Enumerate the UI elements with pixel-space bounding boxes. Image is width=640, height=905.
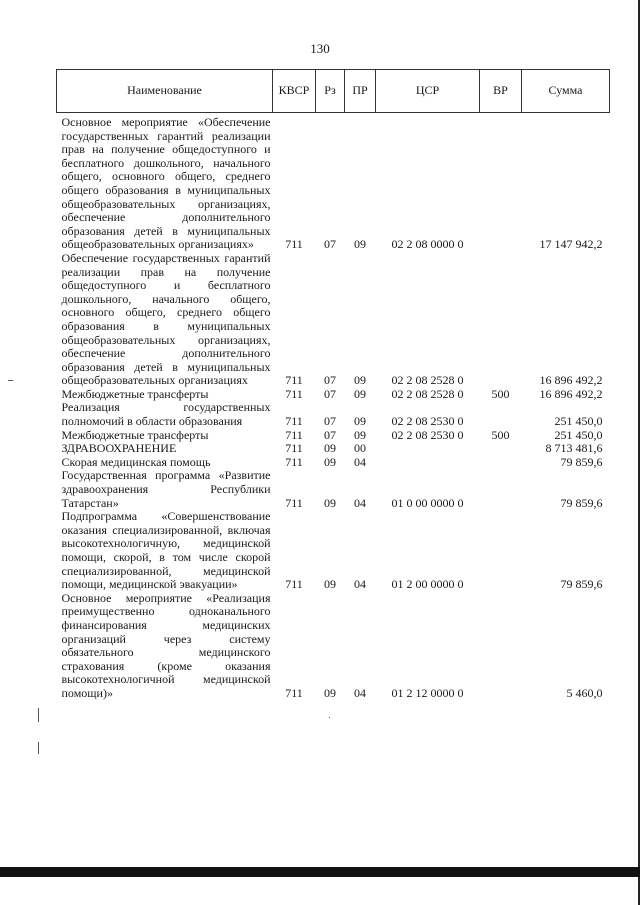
row-pr: 04 bbox=[354, 577, 366, 592]
table-row bbox=[57, 388, 610, 402]
row-pr: 09 bbox=[354, 414, 366, 429]
scan-speck bbox=[8, 380, 13, 381]
row-rz: 07 bbox=[324, 386, 336, 401]
row-rz: 07 bbox=[324, 414, 336, 429]
row-vr bbox=[480, 442, 522, 456]
table-row bbox=[57, 469, 610, 510]
row-sum: 79 859,6 bbox=[560, 495, 603, 510]
scan-speck bbox=[38, 742, 39, 754]
row-vr bbox=[480, 456, 522, 470]
table-row bbox=[57, 429, 610, 443]
row-sum: 16 896 492,2 bbox=[539, 386, 603, 401]
row-kvsr: 711 bbox=[285, 685, 303, 700]
header-sum: Сумма bbox=[522, 70, 610, 113]
row-vr bbox=[480, 592, 522, 701]
table-row bbox=[57, 456, 610, 470]
row-pr: 09 bbox=[354, 427, 366, 442]
row-pr: 09 bbox=[354, 237, 366, 252]
row-kvsr: 711 bbox=[285, 373, 303, 388]
row-sum: 5 460,0 bbox=[566, 685, 603, 700]
row-vr bbox=[480, 401, 522, 428]
scan-speck bbox=[38, 708, 39, 722]
table-row bbox=[57, 442, 610, 456]
row-vr: 500 bbox=[491, 427, 510, 442]
row-pr: 04 bbox=[354, 685, 366, 700]
row-kvsr: 711 bbox=[285, 386, 303, 401]
table-row bbox=[57, 510, 610, 592]
row-sum: 79 859,6 bbox=[560, 454, 603, 469]
page-number: 130 bbox=[310, 41, 330, 56]
row-rz: 09 bbox=[324, 441, 336, 456]
scan-bottom-bar bbox=[0, 867, 640, 877]
table-row bbox=[57, 592, 610, 701]
header-pr: ПР bbox=[345, 70, 376, 113]
row-csr bbox=[376, 456, 480, 470]
row-name: Скорая медицинская помощь bbox=[61, 454, 211, 469]
row-kvsr: 711 bbox=[285, 414, 303, 429]
row-csr: 02 2 08 2528 0 bbox=[391, 373, 464, 388]
row-vr: 500 bbox=[491, 386, 510, 401]
row-vr bbox=[480, 510, 522, 592]
row-rz: 07 bbox=[324, 237, 336, 252]
row-pr: 09 bbox=[354, 386, 366, 401]
row-pr: 04 bbox=[354, 495, 366, 510]
budget-table bbox=[56, 69, 610, 701]
row-name: ЗДРАВООХРАНЕНИЕ bbox=[61, 441, 177, 456]
row-csr: 02 2 08 0000 0 bbox=[391, 237, 464, 252]
row-kvsr: 711 bbox=[285, 577, 303, 592]
row-kvsr: 711 bbox=[285, 427, 303, 442]
row-rz: 07 bbox=[324, 373, 336, 388]
row-vr bbox=[480, 469, 522, 510]
row-kvsr: 711 bbox=[285, 495, 303, 510]
header-kvsr: КВСР bbox=[273, 70, 316, 113]
scan-speck bbox=[329, 717, 330, 718]
header-csr: ЦСР bbox=[376, 70, 480, 113]
row-csr: 01 2 00 0000 0 bbox=[391, 577, 464, 592]
row-name: Подпрограмма «Совершенствование оказания специализированной, включая высокотехнологичную, медицинской помощи, скорой, в том числе скорой специализированной, медицинской помощи, медицинской эвакуации» bbox=[61, 509, 271, 592]
row-rz: 09 bbox=[324, 454, 336, 469]
row-name: Межбюджетные трансферты bbox=[61, 386, 209, 401]
header-rz: Рз bbox=[316, 70, 345, 113]
row-vr bbox=[480, 113, 522, 252]
row-sum: 8 713 481,6 bbox=[545, 441, 603, 456]
row-pr: 09 bbox=[354, 373, 366, 388]
row-rz: 09 bbox=[324, 495, 336, 510]
row-name: Государственная программа «Развитие здравоохранения Республики Татарстан» bbox=[61, 468, 271, 510]
row-sum: 17 147 942,2 bbox=[539, 237, 603, 252]
row-csr: 02 2 08 2530 0 bbox=[391, 414, 464, 429]
row-sum: 16 896 492,2 bbox=[539, 373, 603, 388]
row-pr: 04 bbox=[354, 454, 366, 469]
row-kvsr: 711 bbox=[285, 441, 303, 456]
row-sum: 251 450,0 bbox=[554, 427, 603, 442]
row-vr bbox=[480, 252, 522, 388]
row-kvsr: 711 bbox=[285, 454, 303, 469]
row-name: Основное мероприятие «Реализация преимущественно одноканального финансирования медицинских организаций через систему обязательного медицинского страхования (кроме оказания высокотехнологичной медицинской помощи)» bbox=[61, 590, 271, 700]
row-name: Реализация государственных полномочий в области образования bbox=[61, 400, 271, 429]
row-pr: 00 bbox=[354, 441, 366, 456]
row-rz: 09 bbox=[324, 685, 336, 700]
row-csr bbox=[376, 442, 480, 456]
table-header-row bbox=[57, 70, 610, 113]
row-csr: 01 0 00 0000 0 bbox=[391, 495, 464, 510]
table-row bbox=[57, 113, 610, 252]
row-sum: 251 450,0 bbox=[554, 414, 603, 429]
row-rz: 07 bbox=[324, 427, 336, 442]
row-kvsr: 711 bbox=[285, 237, 303, 252]
row-name: Обеспечение государственных гарантий реализации прав на получение общедоступного и бесплатного дошкольного, начального общего, основного общего, среднего общего образования в муниципальных общеобразовательных организациях, обеспечение дополнительного образования детей в муниципальных общеобразовательных организациях bbox=[61, 250, 271, 388]
row-name: Межбюджетные трансферты bbox=[61, 427, 209, 442]
row-csr: 01 2 12 0000 0 bbox=[391, 685, 464, 700]
header-name: Наименование bbox=[57, 70, 273, 113]
row-sum: 79 859,6 bbox=[560, 577, 603, 592]
table-row bbox=[57, 401, 610, 428]
header-vr: ВР bbox=[480, 70, 522, 113]
row-csr: 02 2 08 2530 0 bbox=[391, 427, 464, 442]
row-csr: 02 2 08 2528 0 bbox=[391, 386, 464, 401]
row-rz: 09 bbox=[324, 577, 336, 592]
table-row bbox=[57, 252, 610, 388]
row-name: Основное мероприятие «Обеспечение государственных гарантий реализации прав на получение общедоступного и бесплатного дошкольного, начального общего, основного общего, среднего общего образования в муниципальных общеобразовательных организациях, обеспечение дополнительного образования детей в муниципальных общеобразовательных организациях» bbox=[61, 115, 271, 252]
